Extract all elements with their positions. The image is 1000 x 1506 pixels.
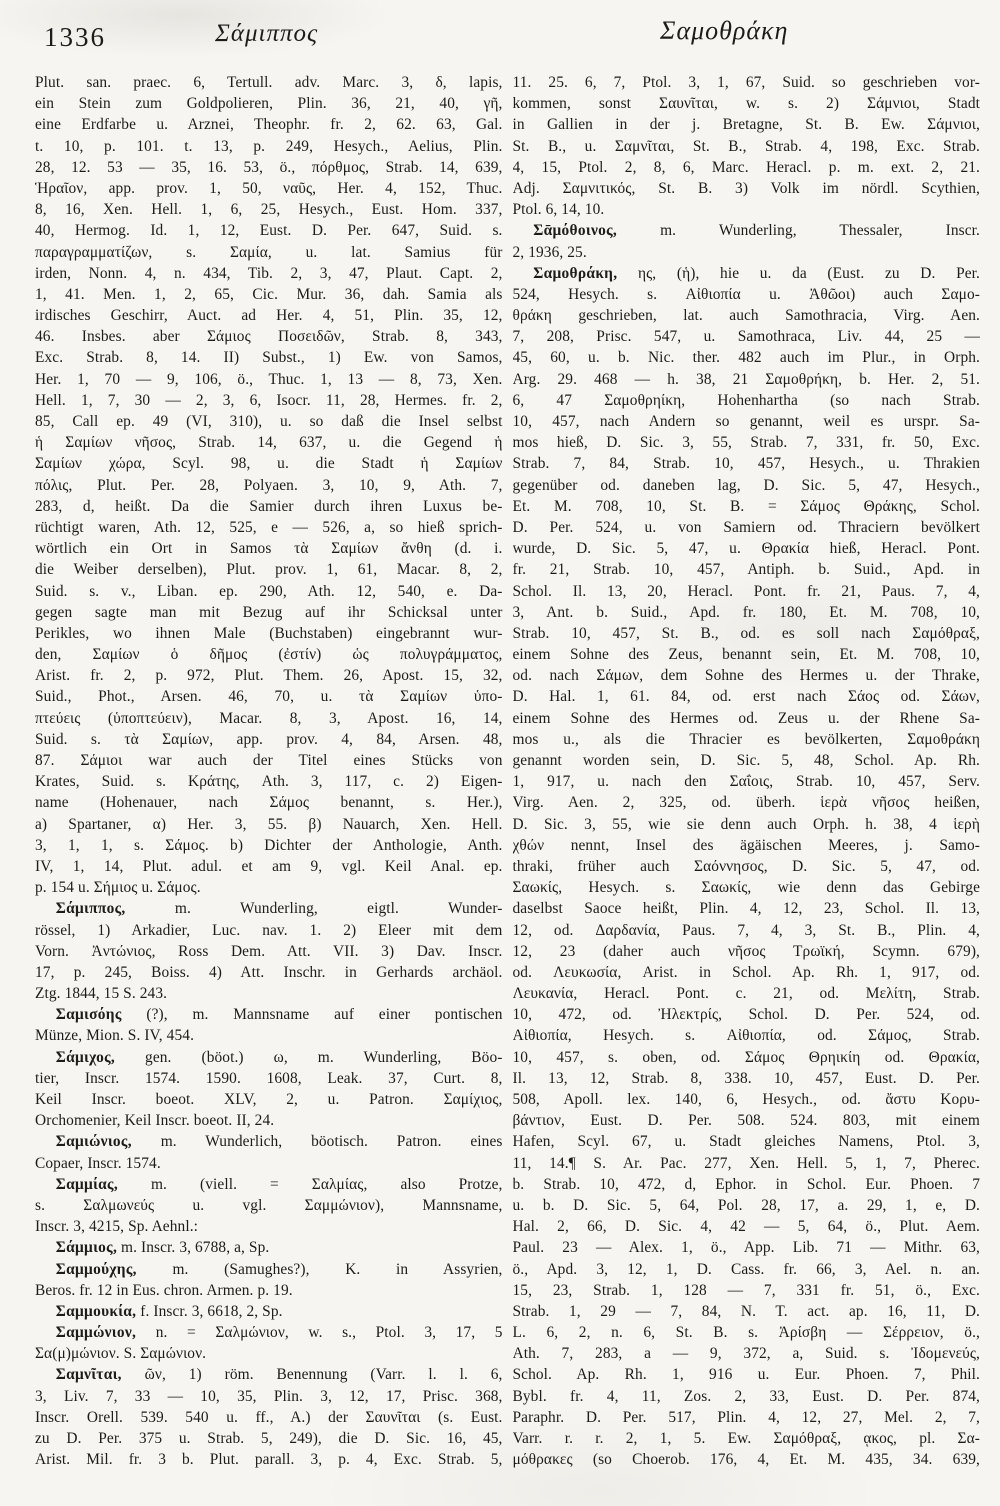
text-line: einem Sohne des Hermes od. Zeus u. der Rhene Sa-	[512, 709, 980, 727]
entry-headword: Σαμμουκία,	[55, 1302, 137, 1320]
entry-headword: Σαμμίας,	[55, 1175, 118, 1193]
text-line: Beros. fr. 12 in Eus. chron. Armen. p. 19.	[35, 1281, 293, 1299]
text-line: Λευκανία, Heracl. Pont. c. 21, od. Μελίτη, Strab.	[512, 985, 980, 1003]
text-line: Keil Inscr. boeot. XLV, 2, u. Patron. Σαμίχιος,	[35, 1091, 503, 1108]
text-line: 6, 47 Σαμοθρηίκη, Hohenhartha (so nach Strab.	[512, 391, 980, 409]
text-line: Αἰθιοπία, Hesych. s. Αἰθιοπία, od. Σάμος, Strab.	[512, 1027, 980, 1045]
text-line: ein Stein zum Goldpolieren, Plin. 36, 21, 40, γῆ,	[35, 95, 503, 113]
text-line: μόθρακες (so Choerob. 176, 4, Et. M. 435, 34. 639,	[512, 1451, 980, 1469]
text-line: 508, Apoll. lex. 140, 6, Hesych., od. ἄστυ Κορυ-	[512, 1091, 980, 1108]
text-line: s. Σαλμωνεύς u. vgl. Σαμμώνιον), Mannsname,	[35, 1196, 503, 1214]
text-line: 10, 472, od. Ἠλεκτρίς, Schol. D. Per. 524, od.	[512, 1006, 980, 1024]
entry-headword: Σαμιώνιος,	[55, 1133, 132, 1151]
text-line: zu D. Per. 375 u. Strab. 5, 249), die D. Sic. 16, 45,	[35, 1430, 503, 1447]
text-line: Strab. 1, 29 — 7, 84, N. T. act. ap. 16, 11, D.	[512, 1302, 980, 1320]
text-line: 10, 457, s. oben, od. Σάμος Θρηικίη od. Θρακία,	[512, 1048, 980, 1066]
text-line: 17, p. 245, Boiss. 4) Att. Inschr. in Gerhards archäol.	[35, 963, 503, 981]
text-line: 4, 15, Ptol. 2, 8, 6, Marc. Heracl. p. m. ext. 2, 21.	[512, 158, 980, 176]
text-line: IV, 1, 14, Plut. adul. et am 9, vgl. Keil Anal. ep.	[35, 857, 503, 875]
text-line: rüchtigt waren, Ath. 12, 525, e — 526, a, so hieß sprich-	[35, 518, 503, 536]
text-line: 12, 23 (daher auch νῆσος Τρωϊκή, Scymn. 679),	[512, 942, 980, 960]
text-line: 2, 1936, 25.	[512, 243, 587, 261]
text-line: einem Sohne des Zeus, benannt sein, Et. M. 708, 10,	[512, 646, 980, 664]
text-line: Σαμοθράκη, ης, (ἡ), hie u. da (Eust. zu D. Per.	[533, 264, 980, 282]
left-column	[35, 72, 503, 1506]
text-line: rössel, 1) Arkadier, Luc. nav. 1. 2) Eleer mit dem	[35, 921, 503, 939]
text-line: eine Erdfarbe u. Arznei, Theophr. fr. 2, 62. 63, Gal.	[35, 116, 503, 134]
text-line: 3, Liv. 7, 33 — 10, 35, Plin. 3, 12, 17, Prisc. 368,	[35, 1387, 503, 1405]
text-line: Münze, Mion. S. IV, 454.	[35, 1027, 195, 1045]
text-line: gegen sagte man mit Bezug auf ihr Schicksal unter	[35, 603, 503, 621]
text-line: Arg. 29. 468 — h. 38, 21 Σαμοθρήκη, b. Her. 2, 51.	[512, 370, 980, 388]
text-line: 45, 60, u. b. Nic. ther. 482 auch im Plur., in Orph.	[512, 349, 980, 367]
text-line: 11. 25. 6, 7, Ptol. 3, 1, 67, Suid. so geschrieben vor-	[512, 74, 980, 91]
text-line: St. B., u. Σαμνῖται, St. B., Strab. 4, 198, Exc. Strab.	[512, 137, 980, 155]
text-line: Hal. 2, 66, D. Sic. 4, 42 — 5, 64, ö., Plut. Aem.	[512, 1218, 980, 1236]
text-line: Σαμμίας, m. (viell. = Σαλμίας, also Protze,	[55, 1175, 503, 1193]
text-line: 12, od. Δαρδανία, Paus. 7, 4, 3, St. B., Plin. 4,	[512, 921, 980, 939]
text-line: Perikles, wo ihnen Male (Buchstaben) eingebrannt wur-	[35, 624, 503, 642]
text-line: die Weiber derselben), Plut. prov. 1, 61, Macar. 8, 2,	[35, 561, 503, 579]
text-line: χθών nennt, Insel des ägäischen Meeres, j. Samo-	[512, 836, 980, 854]
text-line: Schol. Il. 13, 20, Heracl. Pont. fr. 21, Paus. 7, 4,	[512, 582, 980, 600]
text-line: Σάμιππος, m. Wunderling, eigtl. Wunder-	[55, 900, 503, 918]
text-line: Schol. Ap. Rh. 1, 916 u. Eur. Phoen. 7, Phil.	[512, 1366, 980, 1384]
text-line: Suid. s. τὰ Σαμίων, app. prov. 4, 84, Arsen. 48,	[35, 730, 503, 748]
text-line: Varr. r. r. 2, 1, 5. Ew. Σαμόθραξ, ᾳκος, pl. Σα-	[512, 1430, 980, 1447]
text-line: 1, 41. Men. 1, 2, 65, Cic. Mur. 36, dah. Samia als	[35, 285, 503, 303]
text-line: wörtlich ein Ort in Samos τὰ Σαμίων ἄνθη (d. i.	[35, 540, 503, 558]
text-line: 28, 12. 53 — 35, 16. 53, ö., πόρθμος, Strab. 14, 639,	[35, 158, 503, 176]
text-line: Exc. Strab. 8, 14. II) Subst., 1) Ew. von Samos,	[35, 349, 503, 367]
text-line: Il. 13, 12, Strab. 8, 338. 10, 457, Eust. D. Per.	[512, 1069, 980, 1087]
text-line: Paraphr. D. Per. 517, Plin. 4, 12, 27, Mel. 2, 7,	[512, 1408, 980, 1426]
text-line: fr. 21, Strab. 10, 457, Antiph. b. Suid., Apd. in	[512, 561, 980, 579]
text-line: Suid., Phot., Arsen. 46, 70, u. τὰ Σαμίων ὑπο-	[35, 688, 503, 706]
text-line: Σαμισόης (?), m. Mannsname auf einer pontischen	[55, 1006, 503, 1024]
text-line: name (Hohenauer, nach Σάμος benannt, s. Her.),	[35, 794, 503, 812]
text-line: D. Per. 524, u. von Samiern od. Thraciern bevölkert	[512, 518, 980, 536]
text-line: θράκη geschrieben, lat. auch Samothracia, Virg. Aen.	[512, 307, 980, 325]
text-line: Strab. 10, 457, St. B., od. es soll nach Σαμόθραξ,	[512, 624, 980, 642]
entry-headword: Σάμιππος,	[55, 900, 126, 918]
text-line: tier, Inscr. 1574. 1590. 1608, Leak. 37, Curt. 8,	[35, 1069, 503, 1087]
text-line: Orchomenier, Keil Inscr. boeot. II, 24.	[35, 1112, 275, 1130]
page-header	[0, 14, 1000, 62]
text-line: Arist. fr. 2, p. 972, Plut. Them. 26, Apost. 15, 32,	[35, 667, 503, 685]
text-line: 85, Call ep. 49 (VI, 310), u. so daß die Insel selbst	[35, 413, 503, 430]
text-line: Σαμίων χώρα, Scyl. 98, u. die Stadt ἡ Σαμίων	[35, 455, 503, 473]
text-line: mos u., als die Thracier es bevölkerten, Σαμοθράκη	[512, 730, 980, 748]
text-line: a) Spartaner, α) Her. 3, 55. β) Nauarch, Xen. Hell.	[35, 815, 503, 833]
text-line: Vorn. Ἀντώνιος, Ross Dem. Att. VII. 3) Dav. Inscr.	[35, 942, 503, 960]
text-line: mos hieß, D. Sic. 3, 55, Strab. 7, 331, fr. 50, Exc.	[512, 434, 980, 452]
text-line: Her. 1, 70 — 9, 106, ö., Thuc. 1, 13 — 8, 73, Xen.	[35, 370, 503, 388]
text-line: Inscr. Orell. 539. 540 u. ff., A.) der Σαυνῖται (s. Eust.	[35, 1408, 503, 1426]
text-line: b. Strab. 10, 472, d, Ephor. in Schol. Eur. Phoen. 7	[512, 1175, 980, 1193]
text-line: Arist. Mil. fr. 3 b. Plut. parall. 3, p. 4, Exc. Strab. 5,	[35, 1451, 503, 1469]
text-line: πτεύεις (ὑποπτεύειν), Macar. 8, 3, Apost. 16, 14,	[35, 709, 503, 727]
entry-headword: Σᾱμόθοινος,	[533, 222, 618, 240]
text-line: t. 10, p. 101. t. 13, p. 249, Hesych., Aelius, Plin.	[35, 137, 503, 155]
text-line: u. b. D. Sic. 5, 64, Pol. 28, 17, a. 29, 1, e, D.	[512, 1196, 980, 1214]
text-line: den, Σαμίων ὁ δῆμος (ἐστίν) ὡς πολυγράμματος,	[35, 646, 503, 664]
entry-headword: Σαμοθράκη,	[533, 264, 618, 282]
text-line: wurde, D. Sic. 5, 47, u. Θρακία hieß, Heracl. Pont.	[512, 540, 980, 558]
text-line: 15, 23, Strab. 1, 128 — 7, 331 fr. 51, ö., Exc.	[512, 1281, 980, 1299]
text-line: Krates, Suid. s. Κράτης, Ath. 3, 117, c. 2) Eigen-	[35, 773, 503, 791]
text-line: 3, Ant. b. Suid., Apd. fr. 180, Et. M. 708, 10,	[512, 603, 980, 621]
text-line: πόλις, Plut. Per. 28, Polyaen. 3, 10, 9, Ath. 7,	[35, 476, 503, 494]
text-line: 87. Σάμιοι war auch der Titel eines Stücks von	[35, 752, 503, 769]
text-line: Ztg. 1844, 15 S. 243.	[35, 985, 168, 1003]
text-line: D. Sic. 3, 55, wie sie denn auch Orph. h. 38, 4 ἱερὴ	[512, 815, 980, 833]
entry-headword: Σάμμιος,	[55, 1239, 118, 1257]
entry-headword: Σαμισόης	[55, 1006, 122, 1024]
text-line: 46. Insbes. aber Σάμιος Ποσειδῶν, Strab. 8, 343,	[35, 328, 503, 346]
text-line: παραγραμματίζων, s. Σαμία, u. lat. Samius für	[35, 243, 503, 261]
right-column	[513, 72, 981, 1506]
page-number: 1336	[44, 22, 106, 52]
text-line: Ἡραῖον, app. prov. 1, 50, ναῦς, Her. 4, 152, Thuc.	[35, 179, 503, 197]
text-line: irden, Nonn. 4, n. 434, Tib. 2, 3, 47, Plaut. Capt. 2,	[35, 264, 503, 282]
text-line: Σάμιχος, gen. (böot.) ω, m. Wunderling, Böo-	[55, 1048, 503, 1066]
header-keyword-right: Σαμοθράκη	[660, 16, 789, 45]
entry-headword: Σαμμώνιον,	[55, 1324, 137, 1342]
text-line: Ptol. 6, 14, 10.	[512, 201, 605, 219]
text-line: 8, 16, Xen. Hell. 1, 6, 25, Hesych., Eust. Hom. 337,	[35, 201, 503, 219]
text-line: 11, 14.¶ S. Ar. Pac. 277, Xen. Hell. 5, 1, 7, Pherec.	[512, 1154, 980, 1172]
text-line: od. nach Σάμων, dem Sohne des Hermes u. der Thrake,	[512, 667, 980, 685]
text-line: Σᾱμόθοινος, m. Wunderling, Thessaler, Inscr.	[533, 222, 980, 240]
text-line: Σαμμούχης, m. (Samughes?), K. in Assyrien,	[55, 1260, 503, 1278]
text-line: Σαμμώνιον, n. = Σαλμώνιον, w. s., Ptol. 3, 17, 5	[55, 1324, 503, 1342]
text-line: 10, 457, nach Andern so genannt, weil es urspr. Sa-	[512, 413, 980, 430]
text-line: genannt worden sein, D. Sic. 5, 48, Schol. Ap. Rh.	[512, 752, 980, 769]
text-line: Copaer, Inscr. 1574.	[35, 1154, 161, 1172]
entry-headword: Σαμμούχης,	[55, 1260, 137, 1278]
text-line: ἡ Σαμίων νῆσος, Strab. 14, 637, u. die Gegend ἡ	[35, 434, 503, 452]
text-line: Virg. Aen. 2, 325, od. überh. ἱερὰ νῆσος heißen,	[512, 794, 980, 812]
text-line: Adj. Σαμνιτικός, St. B. 3) Volk im nördl. Scythien,	[512, 179, 980, 197]
text-line: kommen, sonst Σαυνῖται, w. s. 2) Σάμνιοι, Stadt	[512, 95, 980, 113]
text-line: Et. M. 708, 10, St. B. = Σάμος Θράκης, Schol.	[512, 497, 980, 515]
text-line: od. Λευκωσία, Arist. in Schol. Ap. Rh. 1, 917, od.	[512, 963, 980, 981]
text-line: Inscr. 3, 4215, Sp. Aehnl.:	[35, 1218, 199, 1236]
text-line: 40, Hermog. Id. 1, 12, Eust. D. Per. 647, Suid. s.	[35, 222, 503, 240]
text-line: βάντιον, Eust. D. Per. 508. 524. 803, mit einem	[512, 1112, 980, 1130]
text-line: Suid. s. v., Liban. ep. 290, Ath. 12, 540, e. Da-	[35, 582, 503, 600]
text-line: ö., Apd. 3, 12, 1, D. Cass. fr. 66, 3, Ael. n. an.	[512, 1260, 980, 1278]
text-line: Bybl. fr. 4, 11, Zos. 2, 33, Eust. D. Per. 874,	[512, 1387, 980, 1405]
entry-headword: Σαμνῖται,	[55, 1366, 122, 1384]
text-line: D. Hal. 1, 61. 84, od. erst nach Σάος od. Σάων,	[512, 688, 980, 706]
text-line: 524, Hesych. s. Αἰθιοπία u. Ἀθῶοι) auch Σαμο-	[512, 285, 980, 303]
text-line: Σαμνῖται, ῶν, 1) röm. Benennung (Varr. l. l. 6,	[55, 1366, 503, 1384]
text-line: irdisches Geschirr, Auct. ad Her. 4, 51, Plin. 35, 12,	[35, 307, 503, 325]
text-line: in Gallien in der j. Bretagne, St. B. Ew. Σάμνιοι,	[512, 116, 980, 134]
text-line: Plut. san. praec. 6, Tertull. adv. Marc. 3, δ, lapis,	[35, 74, 503, 91]
text-line: L. 6, 2, n. 6, St. B. s. Ἀρίσβη — Σέρρειον, ö.,	[512, 1324, 980, 1342]
text-line: 3, 1, 1, s. Σάμος. b) Dichter der Anthologie, Anth.	[35, 836, 503, 854]
text-line: Σαμμουκία, f. Inscr. 3, 6618, 2, Sp.	[55, 1302, 283, 1320]
entry-headword: Σάμιχος,	[55, 1048, 116, 1066]
text-line: 283, d, heißt. Da die Samier durch ihren Luxus be-	[35, 497, 503, 515]
text-line: Σα(μ)μώνιον. S. Σαμώνιον.	[35, 1345, 207, 1363]
text-line: Σαωκίς, Hesych. s. Σαωκίς, wie denn das Gebirge	[512, 879, 980, 897]
text-line: daselbst Saoce heißt, Plin. 4, 12, 23, Schol. Il. 13,	[512, 900, 980, 918]
header-keyword-left: Σάμιππος	[215, 20, 319, 47]
text-line: Σαμιώνιος, m. Wunderlich, böotisch. Patron. eines	[55, 1133, 503, 1151]
text-line: Ath. 7, 283, a — 9, 372, a, Suid. s. Ἰδομενεύς,	[512, 1345, 980, 1363]
text-line: 1, 917, u. nach den Σαΐοις, Strab. 10, 457, Serv.	[512, 773, 980, 791]
text-line: 7, 208, Prisc. 547, u. Samothraca, Liv. 44, 25 —	[512, 328, 980, 346]
text-line: thraki, früher auch Σαόννησος, D. Sic. 5, 47, od.	[512, 857, 980, 875]
text-line: Σάμμιος, m. Inscr. 3, 6788, a, Sp.	[55, 1239, 270, 1257]
text-line: p. 154 u. Σήμιος u. Σάμος.	[35, 879, 201, 897]
text-line: Strab. 7, 84, Strab. 10, 457, Hesych., u. Thrakien	[512, 455, 980, 473]
text-line: Hafen, Scyl. 67, u. Stadt gleiches Namens, Ptol. 3,	[512, 1133, 980, 1151]
text-columns	[35, 72, 980, 1506]
text-line: Hell. 1, 7, 30 — 2, 3, 6, Isocr. 11, 28, Hermes. fr. 2,	[35, 391, 503, 409]
text-line: Paul. 23 — Alex. 1, ö., App. Lib. 71 — Mithr. 63,	[512, 1239, 980, 1257]
text-line: gegenüber od. daneben lag, D. Sic. 5, 47, Hesych.,	[512, 476, 980, 494]
